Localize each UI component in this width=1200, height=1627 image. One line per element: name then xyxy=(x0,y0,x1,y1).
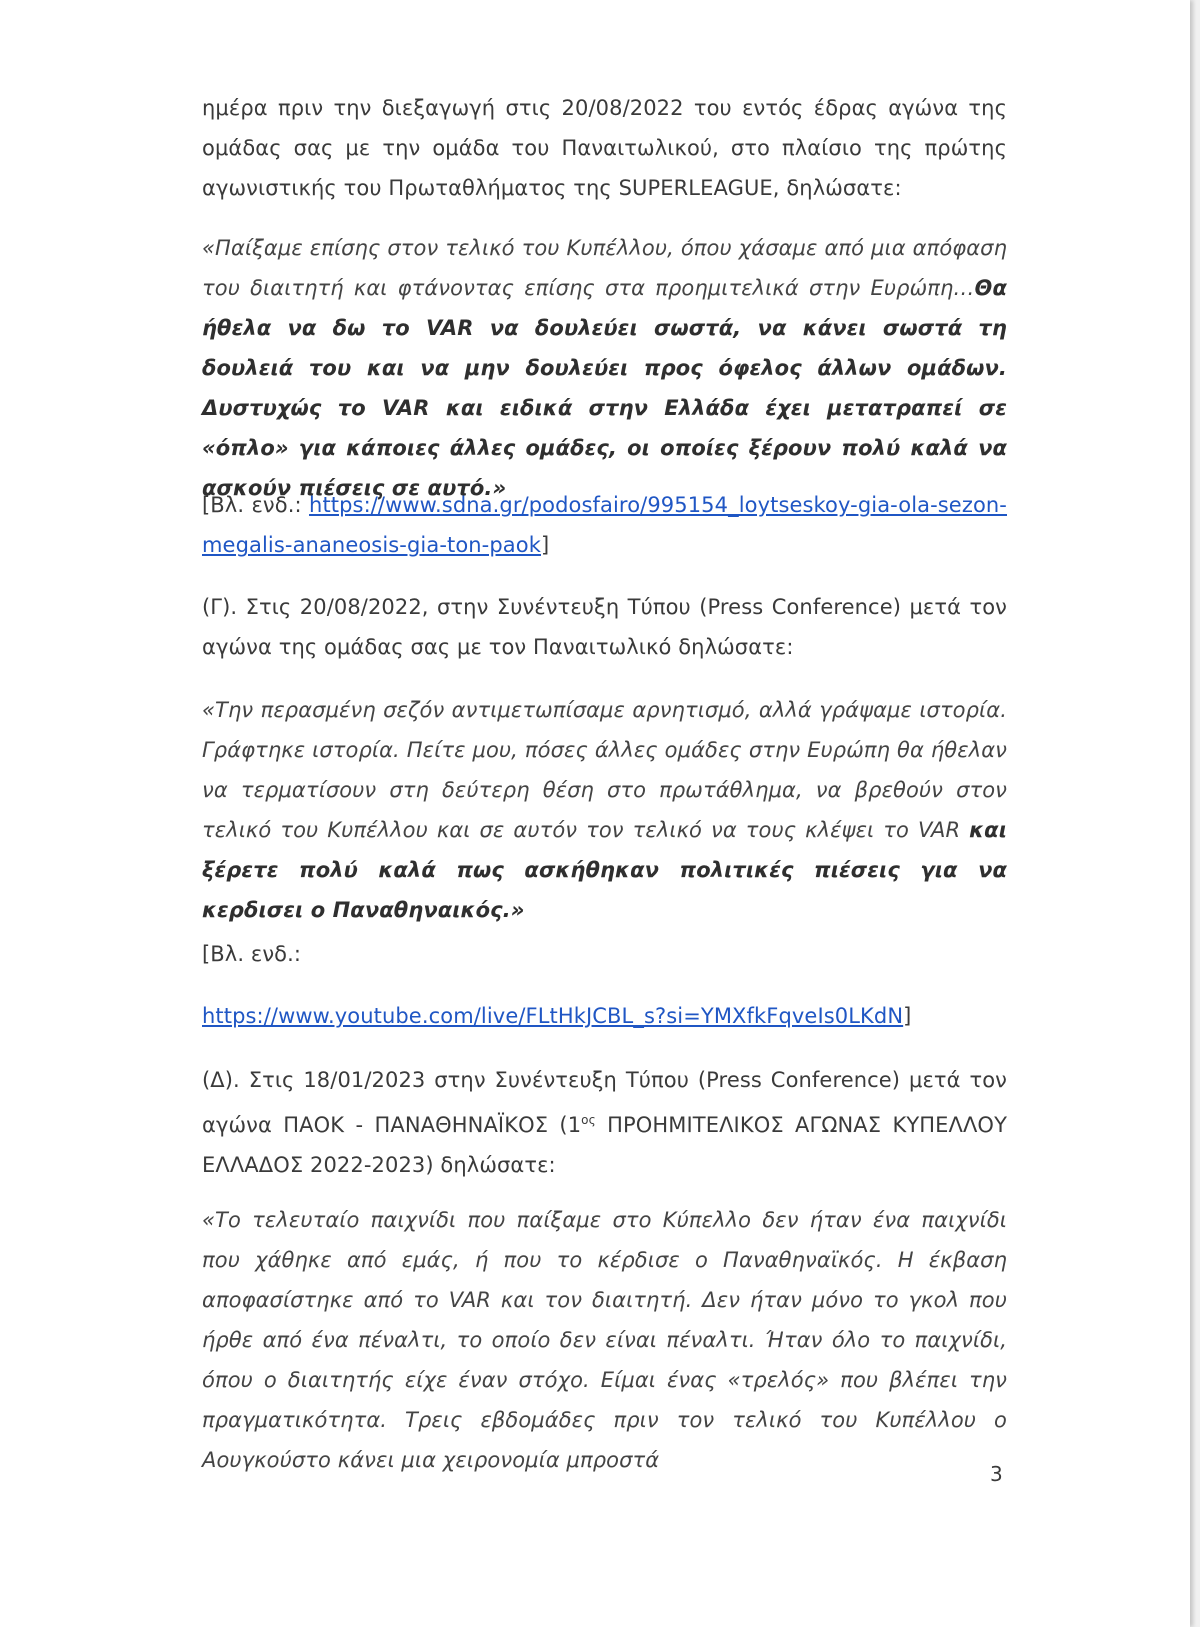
reference-1-link[interactable]: https://www.sdna.gr/podosfairo/995154_loytseskoy-gia-ola-sezon-megalis-ananeosis-gia-ton-paok xyxy=(202,493,1007,557)
paragraph-d xyxy=(202,1060,1007,1185)
reference-1 xyxy=(202,485,1007,565)
quote-2-plain: «Την περασμένη σεζόν αντιμετωπίσαμε αρνητισμό, αλλά γράψαμε ιστορία. Γράφτηκε ιστορία. Πείτε μου, πόσες άλλες ομάδες στην Ευρώπη θα ήθελαν να τερματίσουν στη δεύτερη θέση στο πρωτάθλημα, να βρεθούν στον τελικό του Κυπέλλου και σε αυτόν τον τελικό να τους κλέψει το VAR xyxy=(202,698,1007,842)
paragraph-d-superscript: ος xyxy=(581,1113,596,1127)
quote-1 xyxy=(202,228,1007,508)
reference-1-suffix: ] xyxy=(540,533,550,557)
page-number: 3 xyxy=(990,1462,1003,1486)
paragraph-d-after: ΠΡΟΗΜΙΤΕΛΙΚΟΣ ΑΓΩΝΑΣ ΚΥΠΕΛΛΟΥ ΕΛΛΑΔΟΣ 2022-2023) δηλώσατε: xyxy=(202,1113,1007,1177)
paragraph-g: (Γ). Στις 20/08/2022, στην Συνέντευξη Τύπου (Press Conference) μετά τον αγώνα της ομάδας σας με τον Παναιτωλικό δηλώσατε: xyxy=(202,595,1007,659)
quote-1-bold: Θα ήθελα να δω το VAR να δουλεύει σωστά, να κάνει σωστά τη δουλειά του και να μην δουλεύει προς όφελος άλλων ομάδων. Δυστυχώς το VAR και ειδικά στην Ελλάδα έχει μετατραπεί σε «όπλο» για κάποιες άλλες ομάδες, οι οποίες ξέρουν πολύ καλά να ασκούν πιέσεις σε αυτό.» xyxy=(202,276,1007,500)
quote-2 xyxy=(202,690,1007,930)
quote-2-bold: και ξέρετε πολύ καλά πως ασκήθηκαν πολιτικές πιέσεις για να κερδισει ο Παναθηναικός.» xyxy=(202,818,1007,922)
reference-2-label: [Βλ. ενδ.: xyxy=(202,942,302,966)
reference-2-suffix: ] xyxy=(903,1004,912,1028)
reference-1-prefix: [Βλ. ενδ.: xyxy=(202,493,310,517)
quote-1-plain: «Παίξαμε επίσης στον τελικό του Κυπέλλου, όπου χάσαμε από μια απόφαση του διαιτητή και φτάνοντας επίσης στα προημιτελικά στην Ευρώπη… xyxy=(202,236,1007,300)
quote-3: «Το τελευταίο παιχνίδι που παίξαμε στο Κύπελλο δεν ήταν ένα παιχνίδι που χάθηκε από εμάς, ή που το κέρδισε ο Παναθηναϊκός. Η έκβαση αποφασίστηκε από το VAR και τον διαιτητή. Δεν ήταν μόνο το γκολ που ήρθε από ένα πέναλτι, το οποίο δεν είναι πέναλτι. Ήταν όλο το παιχνίδι, όπου ο διαιτητής είχε έναν στόχο. Είμαι ένας «τρελός» που βλέπει την πραγματικότητα. Τρεις εβδομάδες πριν τον τελικό του Κυπέλλου ο Αουγκούστο κάνει μια χειρονομία μπροστά xyxy=(202,1208,1007,1472)
paragraph-intro: ημέρα πριν την διεξαγωγή στις 20/08/2022 του εντός έδρας αγώνα της ομάδας σας με την ομάδα του Παναιτωλικού, στο πλαίσιο της πρώτης αγωνιστικής του Πρωταθλήματος της SUPERLEAGUE, δηλώσατε: xyxy=(202,96,1007,200)
paragraph-d-before: (Δ). Στις 18/01/2023 στην Συνέντευξη Τύπου (Press Conference) μετά τον αγώνα ΠΑΟΚ - ΠΑΝΑΘΗΝΑΪΚΟΣ (1 xyxy=(202,1068,1007,1137)
reference-2 xyxy=(202,996,1007,1036)
reference-2-link[interactable]: https://www.youtube.com/live/FLtHkJCBL_s?si=YMXfkFqveIs0LKdN xyxy=(202,1004,904,1028)
